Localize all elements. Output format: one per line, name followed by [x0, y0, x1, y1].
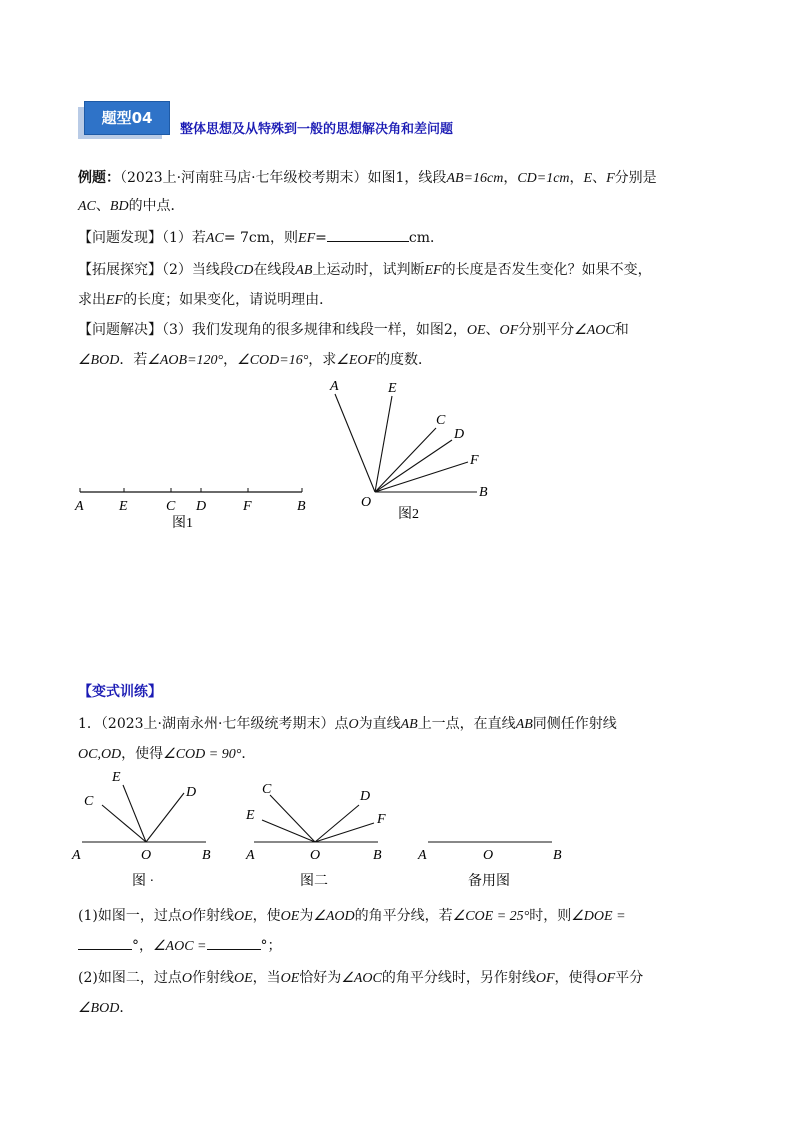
text: 的长度；如果变化，请说明理由．	[123, 292, 334, 308]
angle-aoc: ∠AOC =	[153, 939, 207, 954]
label-c: C	[262, 782, 272, 797]
label-a: A	[75, 499, 84, 514]
text: cm．	[408, 230, 444, 246]
label-f: F	[243, 499, 252, 514]
ray-od	[315, 805, 359, 842]
label-b: B	[479, 485, 488, 500]
practice-1-line-1	[78, 714, 617, 735]
label-d: D	[454, 427, 465, 442]
text: ，求	[308, 352, 337, 368]
problem-number: 1．	[78, 716, 101, 732]
sub-question-2-line-1	[78, 968, 643, 989]
point-o: O	[348, 717, 359, 732]
figure-1-caption: 图1	[172, 516, 193, 530]
line-ab: AB	[400, 717, 418, 732]
angle-aoc: ∠AOC	[574, 323, 615, 338]
text: 分别平分	[518, 322, 575, 338]
cd-expr: CD=1cm	[517, 171, 570, 186]
ray-oe: OE	[280, 909, 300, 924]
tag-label: 题型04	[84, 101, 170, 135]
q3-tag: 【问题解决】	[78, 322, 162, 338]
line-ab: AB	[515, 717, 533, 732]
sub-question-1-line-1	[78, 906, 626, 927]
example-line-2	[78, 196, 185, 217]
text: °，	[132, 938, 153, 954]
example-source: （2023上·河南驻马店·七年级校考期末）如图1，线段	[120, 170, 447, 186]
label-o: O	[310, 848, 321, 863]
label-a: A	[72, 848, 81, 863]
text: 恰好为	[299, 970, 342, 986]
text: 的中点．	[128, 198, 185, 214]
answer-blank-doe[interactable]	[78, 949, 132, 950]
label-o: O	[141, 848, 152, 863]
point-o: O	[181, 971, 192, 986]
segment-ab: AB	[295, 263, 313, 278]
label-d: D	[360, 789, 371, 804]
sub-question-2-line-2	[78, 998, 133, 1019]
sep: 、	[592, 170, 607, 186]
label-f: F	[470, 453, 479, 468]
text: 在线段	[253, 262, 296, 278]
label-e: E	[112, 770, 121, 785]
segment-ac: AC	[205, 231, 224, 246]
text: 作射线	[191, 908, 234, 924]
text: 分别是	[614, 170, 657, 186]
text: 作射线	[191, 970, 234, 986]
ray-oe	[123, 785, 146, 842]
angle-bod: ∠BOD	[78, 353, 120, 368]
ray-oc	[102, 805, 146, 842]
label-b: B	[553, 848, 562, 863]
question-3-line-1	[78, 320, 629, 341]
text: 的角平分线，若	[354, 908, 453, 924]
label-b: B	[297, 499, 306, 514]
text: 和	[614, 322, 629, 338]
segment-ef: EF	[298, 231, 316, 246]
label-a: A	[418, 848, 427, 863]
point-o: O	[181, 909, 192, 924]
example-line-1	[78, 168, 657, 189]
text: ，当	[252, 970, 281, 986]
ray-oe: OE	[233, 909, 253, 924]
segment-ac: AC	[78, 199, 96, 214]
angle-coe: ∠COE = 25°	[452, 909, 530, 924]
practice-1-line-2	[78, 744, 255, 765]
figure-spare-caption: 备用图	[468, 874, 510, 889]
angle-bod: ∠BOD	[78, 1001, 120, 1016]
sep: ，	[569, 170, 584, 186]
text: ，使得	[554, 970, 597, 986]
ray-of: OF	[499, 323, 519, 338]
text: 的角平分线时，另作射线	[381, 970, 536, 986]
point-e: E	[583, 171, 593, 186]
ray-od	[146, 793, 184, 842]
text: 平分	[615, 970, 644, 986]
angle-cod: ∠COD = 90°	[163, 747, 242, 762]
rays-oc-od: OC,OD	[78, 747, 122, 762]
ray-oe: OE	[280, 971, 300, 986]
label-c: C	[436, 413, 446, 428]
angle-aob: ∠AOB=120°	[147, 353, 224, 368]
text: 为	[299, 908, 314, 924]
label-d: D	[186, 785, 197, 800]
text: （1）若	[162, 230, 206, 246]
ray-of: OF	[535, 971, 555, 986]
segment-ef: EF	[424, 263, 442, 278]
text: =	[315, 230, 327, 246]
segment-cd: CD	[233, 263, 254, 278]
practice-header: 【变式训练】	[78, 684, 162, 700]
ray-oa	[335, 394, 375, 492]
text: ．若	[119, 352, 148, 368]
figure-1	[60, 470, 330, 530]
text: ．	[119, 1000, 134, 1016]
label-c: C	[166, 499, 176, 514]
figure-one	[66, 765, 226, 891]
figure-one-caption: 图 ·	[132, 874, 155, 889]
text: （3）我们发现角的很多规律和线段一样，如图2，	[162, 322, 467, 338]
ray-of	[315, 823, 374, 842]
label-d: D	[196, 499, 207, 514]
segment-ef: EF	[106, 293, 124, 308]
ray-oe: OE	[466, 323, 486, 338]
text: 的度数．	[376, 352, 433, 368]
angle-cod: ∠COD=16°	[237, 353, 309, 368]
text: 时，则	[529, 908, 572, 924]
label-c: C	[84, 794, 94, 809]
label-f: F	[377, 812, 386, 827]
label-e: E	[119, 499, 128, 514]
text: 同侧任作射线	[532, 716, 617, 732]
text: = 7cm，则	[223, 230, 299, 246]
text: 为直线	[358, 716, 401, 732]
figure-2-caption: 图2	[398, 507, 419, 522]
angle-aod: ∠AOD	[313, 909, 355, 924]
figure-two	[240, 765, 400, 891]
label-a: A	[246, 848, 255, 863]
figure-2	[320, 372, 500, 524]
q2-tag: 【拓展探究】	[78, 262, 162, 278]
segment-bd: BD	[109, 199, 129, 214]
sep: 、	[485, 322, 500, 338]
text: 的长度是否发生变化？如果不变，	[441, 262, 652, 278]
label-o: O	[483, 848, 494, 863]
ray-od	[375, 440, 452, 492]
ray-oc	[270, 795, 315, 842]
ray-oe: OE	[233, 971, 253, 986]
question-3-line-2	[78, 350, 432, 371]
text: 上一点，在直线	[417, 716, 516, 732]
section-tag	[78, 101, 170, 141]
figure-two-caption: 图二	[300, 874, 328, 889]
text: (2)如图二，过点	[78, 970, 182, 986]
text: 求出	[78, 292, 106, 308]
sep: ，	[503, 170, 518, 186]
label-b: B	[373, 848, 382, 863]
question-2-line-2	[78, 290, 333, 311]
figure-spare	[410, 765, 580, 891]
question-2-line-1	[78, 260, 652, 281]
text: （2023上·湖南永州·七年级统考期末）点	[100, 716, 349, 732]
label-e: E	[246, 808, 255, 823]
label-a: A	[330, 379, 339, 394]
ray-of: OF	[596, 971, 616, 986]
sep: 、	[95, 198, 110, 214]
section-heading: 整体思想及从特殊到一般的思想解决角和差问题	[180, 122, 454, 137]
question-1	[78, 228, 444, 249]
angle-aoc: ∠AOC	[341, 971, 382, 986]
angle-eof: ∠EOF	[336, 353, 377, 368]
text: （2）当线段	[162, 262, 234, 278]
example-lead: 例题：	[78, 170, 120, 186]
label-o: O	[361, 495, 372, 510]
text: ．	[241, 746, 256, 762]
ab-expr: AB=16cm	[446, 171, 504, 186]
label-b: B	[202, 848, 211, 863]
point-f: F	[606, 171, 615, 186]
label-e: E	[388, 381, 397, 396]
text: 上运动时，试判断	[312, 262, 425, 278]
angle-doe: ∠DOE =	[571, 909, 626, 924]
sep: ，	[223, 352, 238, 368]
text: °；	[260, 938, 282, 954]
text: ，使得	[121, 746, 164, 762]
answer-blank[interactable]	[327, 241, 409, 242]
text: (1)如图一，过点	[78, 908, 182, 924]
answer-blank-aoc[interactable]	[207, 949, 261, 950]
text: ，使	[252, 908, 281, 924]
q1-tag: 【问题发现】	[78, 230, 162, 246]
ray-oe	[262, 820, 315, 842]
sub-question-1-line-2	[78, 936, 282, 957]
